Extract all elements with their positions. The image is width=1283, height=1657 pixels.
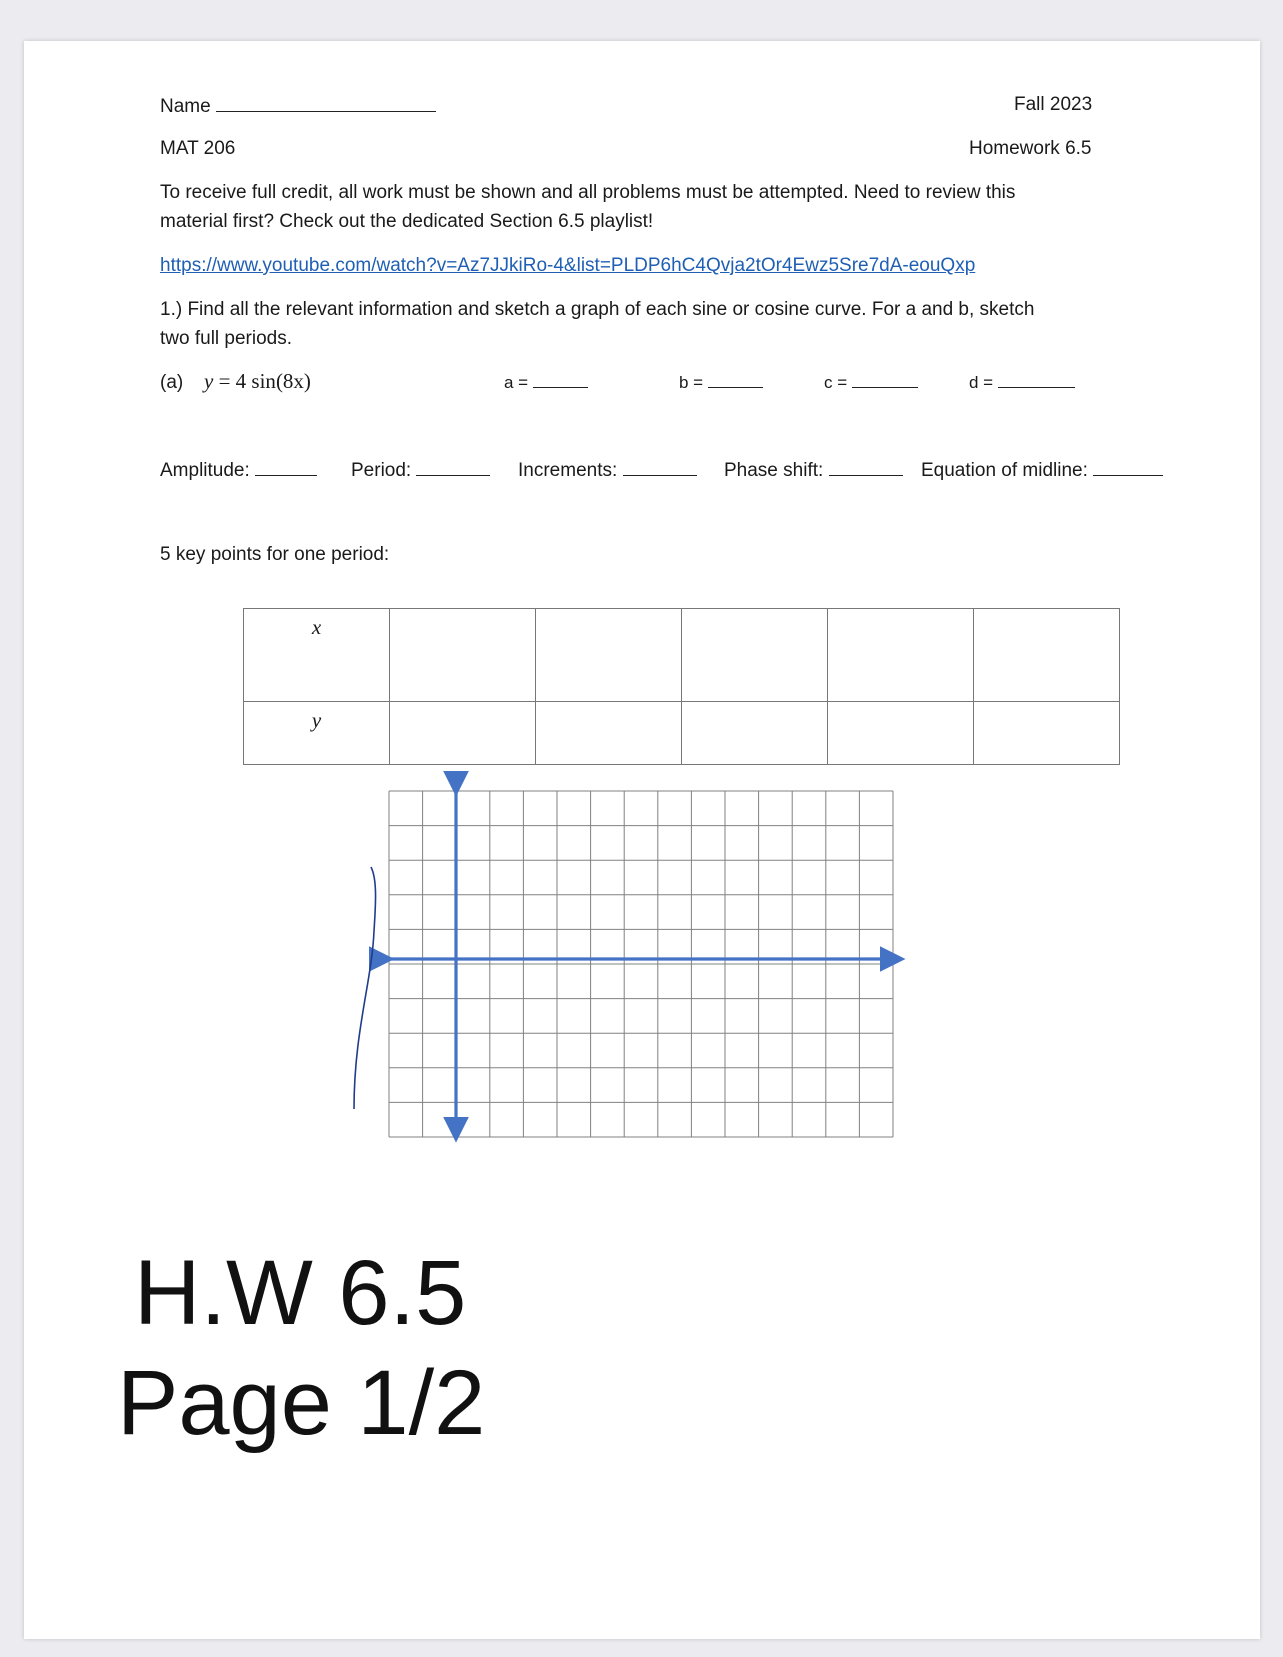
table-row-y [244,702,1120,765]
x-cell-3[interactable] [682,609,828,702]
y-cell-2[interactable] [536,702,682,765]
key-points-table [243,608,1120,765]
phase-shift-field [724,457,903,483]
param-d-label: d = [969,373,994,392]
x-cell-5[interactable] [974,609,1120,702]
y-cell-5[interactable] [974,702,1120,765]
term-label: Fall 2023 [1014,94,1093,115]
hand-drawn-bracket [354,867,376,1109]
midline-blank[interactable] [1093,457,1163,476]
part-a-label: (a) [160,372,184,393]
midline-field [921,457,1163,483]
y-cell-1[interactable] [390,702,536,765]
assignment-label: Homework 6.5 [969,138,1092,159]
increments-label: Increments: [518,460,618,481]
name-label: Name [160,96,211,117]
instructions-line-2: material first? Check out the dedicated Section 6.5 playlist! [160,211,654,232]
param-b [679,371,763,393]
key-points-label: 5 key points for one period: [160,544,390,565]
period-blank[interactable] [416,457,490,476]
grid-lines [389,791,893,1137]
increments-blank[interactable] [623,457,697,476]
param-a [504,371,588,393]
param-b-label: b = [679,373,704,392]
period-label: Period: [351,460,412,481]
param-c-label: c = [824,373,848,392]
playlist-link[interactable]: https://www.youtube.com/watch?v=Az7JJkiRo-4&list=PLDP6hC4Qvja2tOr4Ewz5Sre7dA-eouQxp [160,255,976,276]
page-note-line-2: Page 1/2 [117,1352,486,1454]
param-a-blank[interactable] [533,371,588,388]
name-field [160,93,436,119]
param-c [824,371,918,393]
name-blank[interactable] [216,93,436,112]
part-a-equation [204,369,311,394]
increments-field [518,457,697,483]
problem-1-line-1: 1.) Find all the relevant information and sketch a graph of each sine or cosine curve. For a and b, sketch [160,299,1035,320]
y-cell-4[interactable] [828,702,974,765]
y-cell-3[interactable] [682,702,828,765]
param-a-label: a = [504,373,529,392]
amplitude-field [160,457,317,483]
table-row-x [244,609,1120,702]
x-cell-2[interactable] [536,609,682,702]
phase-shift-label: Phase shift: [724,460,824,481]
period-field [351,457,490,483]
param-c-blank[interactable] [852,371,918,388]
param-d [969,371,1075,393]
amplitude-blank[interactable] [255,457,317,476]
worksheet-page [24,41,1260,1639]
equation-y: y [204,369,214,393]
x-cell-4[interactable] [828,609,974,702]
param-b-blank[interactable] [708,371,763,388]
midline-label: Equation of midline: [921,460,1088,481]
graph-grid[interactable] [344,771,944,1211]
amplitude-label: Amplitude: [160,460,250,481]
page-note-line-1: H.W 6.5 [134,1242,467,1344]
row-label-x: x [244,609,390,702]
phase-shift-blank[interactable] [829,457,903,476]
equation-argument: (8x) [275,369,311,393]
equation-function: sin [251,369,276,393]
course-label: MAT 206 [160,138,236,159]
row-label-y: y [244,702,390,765]
problem-1-line-2: two full periods. [160,328,293,349]
param-d-blank[interactable] [998,371,1075,388]
equation-equals: = 4 [213,369,252,393]
x-cell-1[interactable] [390,609,536,702]
instructions-line-1: To receive full credit, all work must be shown and all problems must be attempted. Need to review this [160,182,1016,203]
